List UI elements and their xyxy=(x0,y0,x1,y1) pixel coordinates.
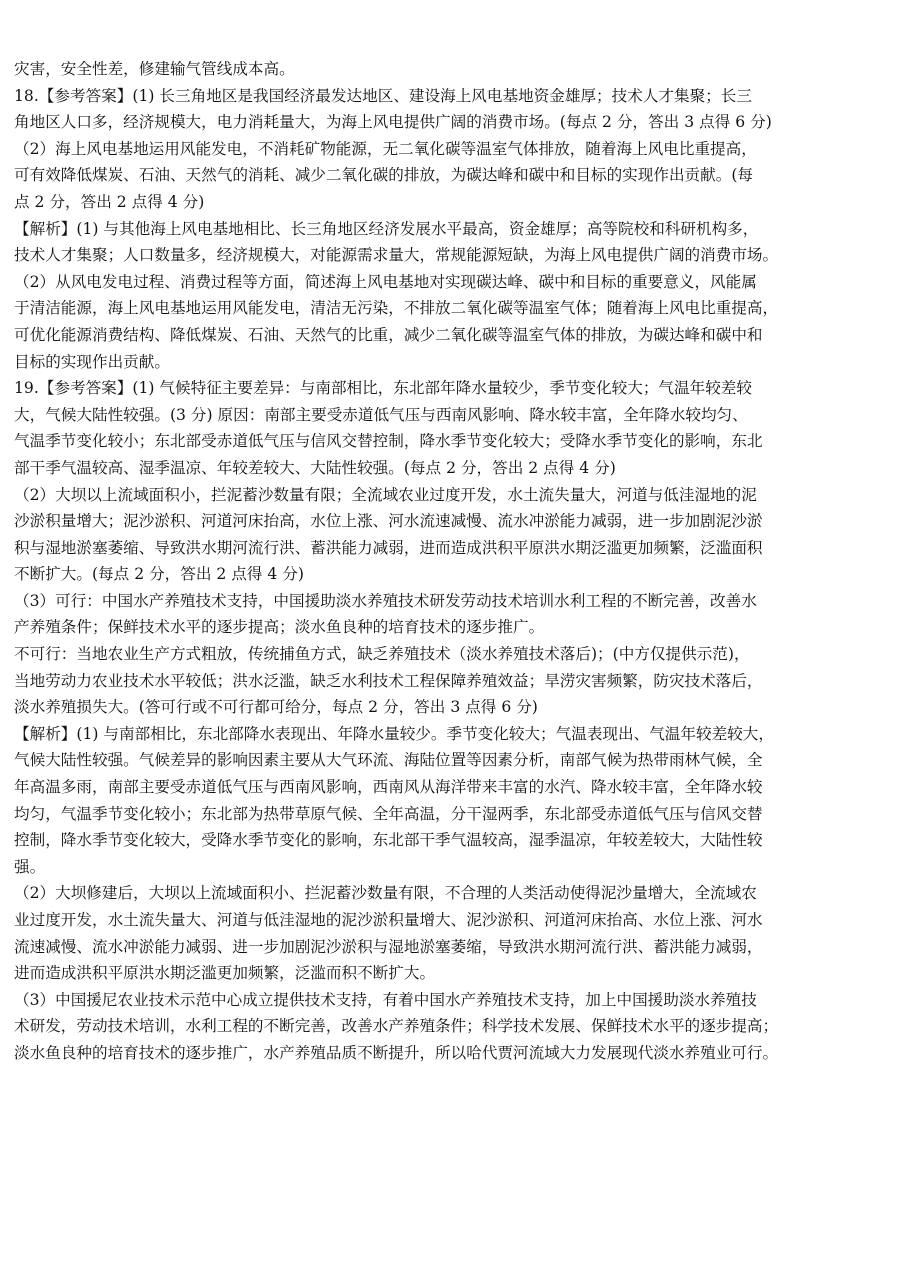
text-line: 于清洁能源，海上风电基地运用风能发电，清洁无污染，不排放二氧化碳等温室气体；随着海上风电比重提高， xyxy=(14,299,779,318)
text-block xyxy=(14,216,886,376)
text-line: 【解析】(1) 与南部相比，东北部降水表现出、年降水量较少。季节变化较大；气温表现出、气温年较差较大， xyxy=(14,724,774,743)
text-block xyxy=(14,83,886,216)
text-line: 业过度开发，水土流失量大、河道与低洼湿地的泥沙淤积量增大、泥沙淤积、河道河床抬高、水位上涨、河水 xyxy=(14,911,763,929)
text-line: 大，气候大陆性较强。(3 分) 原因：南部主要受赤道低气压与西南风影响、降水较丰富，全年降水较均匀、 xyxy=(14,405,748,424)
text-line: 控制，降水季节变化较大，受降水季节变化的影响，东北部干季气温较高，湿季温凉，年较差较大，大陆性较 xyxy=(14,831,763,850)
text-block xyxy=(14,721,886,881)
text-block xyxy=(14,375,886,481)
text-block xyxy=(14,56,886,83)
text-line: 流速减慢、流水冲淤能力减弱、进一步加剧泥沙淤积与湿地淤塞萎缩，导致洪水期河流行洪、蓄洪能力减弱， xyxy=(14,937,763,956)
text-line: 强。 xyxy=(14,857,46,876)
text-line: 术研发，劳动技术培训，水利工程的不断完善，改善水产养殖条件；科学技术发展、保鲜技术水平的逐步提高； xyxy=(14,1017,779,1036)
document-body xyxy=(14,56,886,1067)
text-line: 当地劳动力农业技术水平较低；洪水泛滥，缺乏水利技术工程保障养殖效益；旱涝灾害频繁，防灾技术落后， xyxy=(14,671,763,690)
text-line: 产养殖条件；保鲜技术水平的逐步提高；淡水鱼良种的培育技术的逐步推广。 xyxy=(14,618,545,637)
text-line: 角地区人口多，经济规模大，电力消耗量大，为海上风电提供广阔的消费市场。(每点 2 分，答出 3 点得 6 分) xyxy=(14,113,772,132)
text-line: 沙淤积量增大；泥沙淤积、河道河床抬高，水位上涨、河水流速减慢、流水冲淤能力减弱，进一步加剧泥沙淤 xyxy=(14,512,763,531)
text-line: 可有效降低煤炭、石油、天然气的消耗、减少二氧化碳的排放，为碳达峰和碳中和目标的实现作出贡献。(每 xyxy=(14,166,753,185)
text-line: （2）大坝修建后，大坝以上流域面积小、拦泥蓄沙数量有限，不合理的人类活动使得泥沙量增大，全流域农 xyxy=(14,884,757,903)
text-line: 技术人才集聚；人口数量多，经济规模大，对能源需求量大，常规能源短缺，为海上风电提供广阔的消费市场。 xyxy=(14,246,779,265)
text-line: 灾害，安全性差，修建输气管线成本高。 xyxy=(14,60,295,78)
text-line: 气温季节变化较小；东北部受赤道低气压与信风交替控制，降水季节变化较大；受降水季节变化的影响，东北 xyxy=(14,432,763,451)
text-block xyxy=(14,987,886,1067)
text-line: （2）海上风电基地运用风能发电，不消耗矿物能源，无二氧化碳等温室气体排放，随着海上风电比重提高， xyxy=(14,139,757,158)
text-line: 可优化能源消费结构、降低煤炭、石油、天然气的比重，减少二氧化碳等温室气体的排放，为碳达峰和碳中和 xyxy=(14,325,763,344)
text-line: 积与湿地淤塞萎缩、导致洪水期河流行洪、蓄洪能力减弱，进而造成洪积平原洪水期泛滥更加频繁，泛滥面积 xyxy=(14,538,763,557)
text-line: 均匀，气温季节变化较小；东北部为热带草原气候、全年高温，分干湿两季，东北部受赤道低气压与信风交替 xyxy=(14,804,763,823)
text-line: 不可行：当地农业生产方式粗放，传统捕鱼方式，缺乏养殖技术（淡水养殖技术落后)；(中方仅提供示范)， xyxy=(14,645,750,664)
text-block xyxy=(14,880,886,986)
text-block xyxy=(14,588,886,721)
text-line: 【解析】(1) 与其他海上风电基地相比、长三角地区经济发展水平最高，资金雄厚；高等院校和科研机构多， xyxy=(14,219,759,238)
text-line: 淡水鱼良种的培育技术的逐步推广，水产养殖品质不断提升，所以哈代贾河流域大力发展现代淡水养殖业可行。 xyxy=(14,1043,779,1062)
text-line: 不断扩大。(每点 2 分，答出 2 点得 4 分) xyxy=(14,565,304,584)
text-line: 目标的实现作出贡献。 xyxy=(14,352,170,371)
text-line: 进而造成洪积平原洪水期泛滥更加频繁，泛滥而积不断扩大。 xyxy=(14,964,436,983)
text-block xyxy=(14,482,886,588)
text-line: （3）可行：中国水产养殖技术支持，中国援助淡水养殖技术研发劳动技术培训水利工程的不断完善，改善水 xyxy=(14,591,757,610)
text-line: （3）中国援尼农业技术示范中心成立提供技术支持，有着中国水产养殖技术支持，加上中国援助淡水养殖技 xyxy=(14,990,757,1009)
text-line: 18.【参考答案】(1) 长三角地区是我国经济最发达地区、建设海上风电基地资金雄厚；技术人才集聚；长三 xyxy=(14,86,752,105)
text-line: （2）从风电发电过程、消费过程等方面，简述海上风电基地对实现碳达峰、碳中和目标的重要意义，风能属 xyxy=(14,272,757,291)
text-line: 部干季气温较高、湿季温凉、年较差较大、大陆性较强。(每点 2 分，答出 2 点得 4 分) xyxy=(14,458,616,477)
text-line: 淡水养殖损失大。(答可行或不可行都可给分，每点 2 分，答出 3 点得 6 分) xyxy=(14,698,538,717)
text-line: 点 2 分，答出 2 点得 4 分) xyxy=(14,192,205,211)
text-line: 19.【参考答案】(1) 气候特征主要差异：与南部相比，东北部年降水量较少，季节变化较大；气温年较差较 xyxy=(14,379,752,398)
text-line: 气候大陆性较强。气候差异的影响因素主要从大气环流、海陆位置等因素分析，南部气候为热带雨林气候，全 xyxy=(14,751,763,770)
text-line: 年高温多雨，南部主要受赤道低气压与西南风影响，西南风从海洋带来丰富的水汽、降水较丰富，全年降水较 xyxy=(14,778,763,797)
text-line: （2）大坝以上流域面积小，拦泥蓄沙数量有限；全流域农业过度开发，水土流失量大，河道与低洼湿地的泥 xyxy=(14,485,757,504)
